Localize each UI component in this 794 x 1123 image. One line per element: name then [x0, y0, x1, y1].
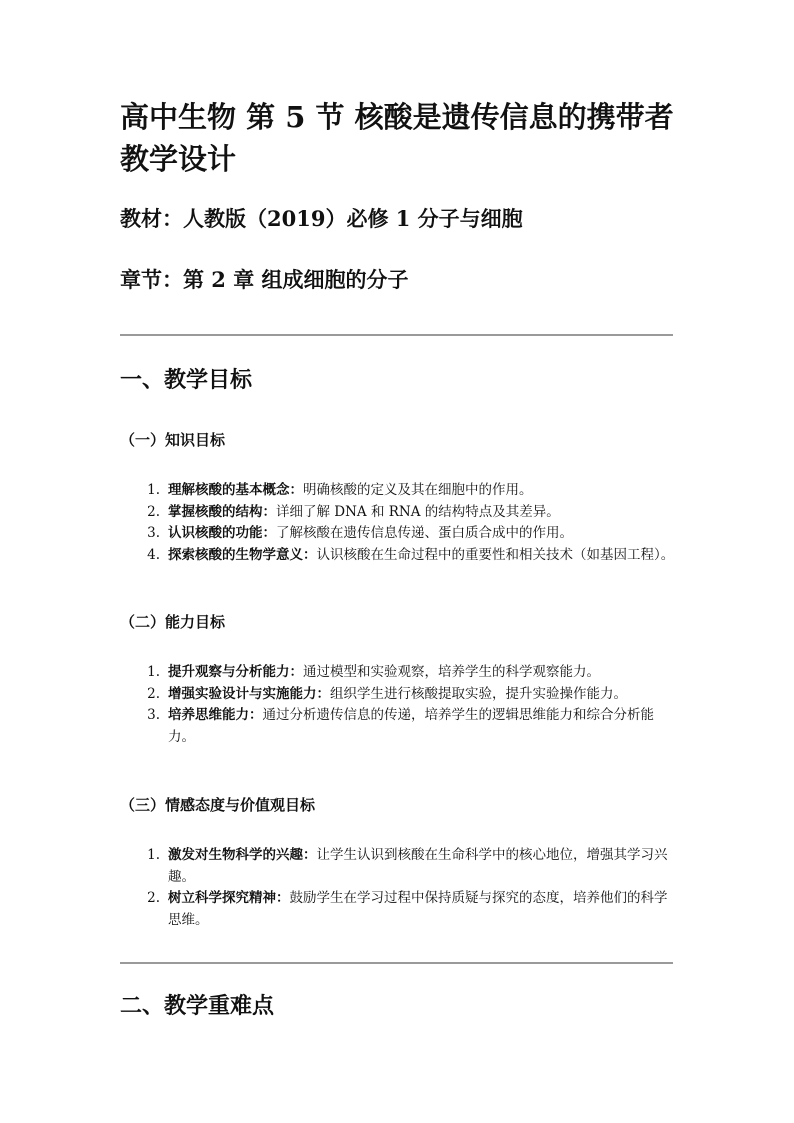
- document-title: 高中生物 第 5 节 核酸是遗传信息的携带者 教学设计: [120, 100, 674, 176]
- item-number: 2.: [147, 890, 160, 906]
- item-lead: 掌握核酸的结构：: [168, 503, 276, 520]
- list-item: [140, 502, 680, 524]
- item-text: 通过模型和实验观察，培养学生的科学观察能力。: [303, 664, 600, 680]
- item-number: 2.: [147, 503, 160, 520]
- list-item: [140, 480, 680, 502]
- subsection-heading-knowledge: （一）知识目标: [120, 431, 226, 449]
- item-lead: 培养思维能力：: [168, 707, 263, 723]
- chapter-line: 章节：第 2 章 组成细胞的分子: [120, 267, 409, 292]
- item-number: 1.: [147, 847, 160, 863]
- item-lead: 提升观察与分析能力：: [168, 664, 303, 680]
- attitude-objectives-list: [140, 845, 680, 931]
- item-text: 了解核酸在遗传信息传递、蛋白质合成中的作用。: [276, 525, 573, 541]
- list-item: [140, 684, 680, 706]
- divider: [120, 334, 673, 336]
- item-number: 1.: [147, 482, 160, 498]
- ability-objectives-list: [140, 662, 680, 748]
- list-item: [140, 523, 680, 545]
- list-item: [140, 662, 680, 684]
- list-item: [140, 545, 680, 567]
- item-text: 鼓励学生在学习过程中保持质疑与探究的态度，培养他们的科学思维。: [168, 890, 668, 928]
- item-text: 详细了解 DNA 和 RNA 的结构特点及其差异。: [276, 503, 560, 520]
- item-lead: 理解核酸的基本概念：: [168, 482, 303, 498]
- item-text: 让学生认识到核酸在生命科学中的核心地位，增强其学习兴趣。: [168, 847, 668, 885]
- textbook-line: 教材：人教版（2019）必修 1 分子与细胞: [120, 206, 523, 231]
- section-heading-objectives: 一、教学目标: [120, 367, 253, 393]
- list-item: [140, 888, 680, 931]
- item-text: 组织学生进行核酸提取实验，提升实验操作能力。: [330, 685, 627, 702]
- subsection-heading-attitude: （三）情感态度与价值观目标: [120, 796, 316, 814]
- list-item: [140, 845, 680, 888]
- item-lead: 树立科学探究精神：: [168, 890, 290, 906]
- item-lead: 增强实验设计与实施能力：: [168, 685, 330, 702]
- divider: [120, 962, 673, 964]
- item-lead: 探索核酸的生物学意义：: [168, 546, 317, 563]
- item-number: 3.: [147, 525, 160, 541]
- item-number: 4.: [147, 546, 160, 563]
- list-item: [140, 705, 680, 748]
- item-lead: 认识核酸的功能：: [168, 525, 276, 541]
- knowledge-objectives-list: [140, 480, 680, 566]
- section-heading-key-points: 二、教学重难点: [120, 993, 275, 1019]
- item-number: 3.: [147, 707, 160, 723]
- item-number: 1.: [147, 664, 160, 680]
- subsection-heading-ability: （二）能力目标: [120, 613, 226, 631]
- item-lead: 激发对生物科学的兴趣：: [168, 847, 317, 863]
- item-number: 2.: [147, 685, 160, 702]
- item-text: 通过分析遗传信息的传递，培养学生的逻辑思维能力和综合分析能力。: [168, 707, 654, 745]
- item-text: 认识核酸在生命过程中的重要性和相关技术（如基因工程）。: [316, 546, 675, 563]
- item-text: 明确核酸的定义及其在细胞中的作用。: [303, 482, 533, 498]
